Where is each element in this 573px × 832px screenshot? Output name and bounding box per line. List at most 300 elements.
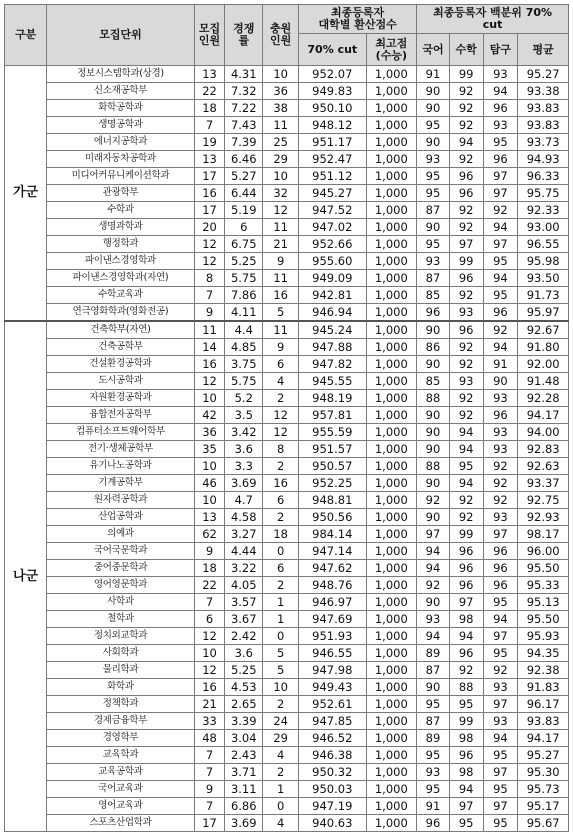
math-cell: 99 xyxy=(449,713,483,730)
competition-cell: 3.04 xyxy=(225,730,263,747)
korean-cell: 93 xyxy=(417,253,450,270)
department-cell: 화학공학과 xyxy=(47,100,195,117)
math-cell: 96 xyxy=(449,560,483,577)
math-cell: 92 xyxy=(449,83,483,100)
quota-cell: 10 xyxy=(194,458,225,475)
average-cell: 93.83 xyxy=(518,100,569,117)
table-body xyxy=(5,66,569,832)
math-cell: 96 xyxy=(449,185,483,202)
average-cell: 92.83 xyxy=(518,441,569,458)
department-cell: 철학과 xyxy=(47,611,195,628)
table-row xyxy=(5,390,569,407)
inquiry-cell: 94 xyxy=(483,219,518,236)
average-cell: 96.17 xyxy=(518,696,569,713)
max-score-cell: 1,000 xyxy=(366,679,417,696)
table-row xyxy=(5,662,569,679)
table-row xyxy=(5,407,569,424)
inquiry-cell: 97 xyxy=(483,764,518,781)
max-score-cell: 1,000 xyxy=(366,458,417,475)
table-row xyxy=(5,475,569,492)
department-cell: 에너지공학과 xyxy=(47,134,195,151)
department-cell: 사회학과 xyxy=(47,645,195,662)
inquiry-cell: 92 xyxy=(483,321,518,339)
department-cell: 사학과 xyxy=(47,594,195,611)
additional-cell: 36 xyxy=(263,83,299,100)
department-cell: 생명과학과 xyxy=(47,219,195,236)
korean-cell: 90 xyxy=(417,424,450,441)
math-cell: 92 xyxy=(449,407,483,424)
korean-cell: 87 xyxy=(417,662,450,679)
inquiry-cell: 94 xyxy=(483,611,518,628)
cut70-cell: 948.76 xyxy=(299,577,366,594)
cut70-cell: 951.17 xyxy=(299,134,366,151)
admission-results-document xyxy=(4,4,569,832)
korean-cell: 87 xyxy=(417,713,450,730)
header-percentile: 최종등록자 백분위 70% cut xyxy=(417,5,569,34)
department-cell: 신소재공학부 xyxy=(47,83,195,100)
table-row xyxy=(5,441,569,458)
korean-cell: 87 xyxy=(417,270,450,287)
max-score-cell: 1,000 xyxy=(366,441,417,458)
cut70-cell: 984.14 xyxy=(299,526,366,543)
average-cell: 93.83 xyxy=(518,117,569,134)
competition-cell: 3.75 xyxy=(225,356,263,373)
quota-cell: 12 xyxy=(194,236,225,253)
average-cell: 92.38 xyxy=(518,662,569,679)
korean-cell: 90 xyxy=(417,219,450,236)
math-cell: 98 xyxy=(449,764,483,781)
korean-cell: 93 xyxy=(417,611,450,628)
inquiry-cell: 97 xyxy=(483,168,518,185)
table-row xyxy=(5,253,569,270)
inquiry-cell: 95 xyxy=(483,781,518,798)
competition-cell: 3.11 xyxy=(225,781,263,798)
max-score-cell: 1,000 xyxy=(366,645,417,662)
max-score-cell: 1,000 xyxy=(366,321,417,339)
table-row xyxy=(5,560,569,577)
additional-cell: 11 xyxy=(263,219,299,236)
cut70-cell: 948.81 xyxy=(299,492,366,509)
max-score-cell: 1,000 xyxy=(366,594,417,611)
competition-cell: 5.25 xyxy=(225,662,263,679)
max-score-cell: 1,000 xyxy=(366,202,417,219)
quota-cell: 42 xyxy=(194,407,225,424)
inquiry-cell: 93 xyxy=(483,66,518,83)
competition-cell: 4.58 xyxy=(225,509,263,526)
quota-cell: 33 xyxy=(194,713,225,730)
competition-cell: 5.25 xyxy=(225,253,263,270)
quota-cell: 10 xyxy=(194,645,225,662)
additional-cell: 10 xyxy=(263,66,299,83)
table-row xyxy=(5,509,569,526)
header-cut70: 70% cut xyxy=(299,34,366,66)
average-cell: 93.50 xyxy=(518,270,569,287)
competition-cell: 7.86 xyxy=(225,287,263,304)
cut70-cell: 946.52 xyxy=(299,730,366,747)
max-score-cell: 1,000 xyxy=(366,730,417,747)
cut70-cell: 942.81 xyxy=(299,287,366,304)
max-score-cell: 1,000 xyxy=(366,577,417,594)
inquiry-cell: 97 xyxy=(483,798,518,815)
department-cell: 물리학과 xyxy=(47,662,195,679)
competition-cell: 3.71 xyxy=(225,764,263,781)
additional-cell: 21 xyxy=(263,236,299,253)
math-cell: 99 xyxy=(449,66,483,83)
math-cell: 96 xyxy=(449,747,483,764)
korean-cell: 94 xyxy=(417,543,450,560)
cut70-cell: 950.32 xyxy=(299,764,366,781)
competition-cell: 2.65 xyxy=(225,696,263,713)
competition-cell: 3.39 xyxy=(225,713,263,730)
average-cell: 92.63 xyxy=(518,458,569,475)
korean-cell: 96 xyxy=(417,815,450,832)
table-row xyxy=(5,100,569,117)
department-cell: 자원환경공학과 xyxy=(47,390,195,407)
department-cell: 수학교육과 xyxy=(47,287,195,304)
department-cell: 화학과 xyxy=(47,679,195,696)
cut70-cell: 949.09 xyxy=(299,270,366,287)
quota-cell: 7 xyxy=(194,287,225,304)
department-cell: 국어교육과 xyxy=(47,781,195,798)
average-cell: 95.30 xyxy=(518,764,569,781)
quota-cell: 16 xyxy=(194,185,225,202)
korean-cell: 91 xyxy=(417,66,450,83)
average-cell: 95.75 xyxy=(518,185,569,202)
max-score-cell: 1,000 xyxy=(366,407,417,424)
cut70-cell: 947.02 xyxy=(299,219,366,236)
cut70-cell: 947.14 xyxy=(299,543,366,560)
inquiry-cell: 91 xyxy=(483,356,518,373)
math-cell: 92 xyxy=(449,390,483,407)
korean-cell: 97 xyxy=(417,526,450,543)
korean-cell: 90 xyxy=(417,509,450,526)
department-cell: 영어교육과 xyxy=(47,798,195,815)
competition-cell: 6.75 xyxy=(225,236,263,253)
competition-cell: 4.7 xyxy=(225,492,263,509)
inquiry-cell: 95 xyxy=(483,747,518,764)
math-cell: 93 xyxy=(449,373,483,390)
department-cell: 행정학과 xyxy=(47,236,195,253)
header-row-1 xyxy=(5,5,569,34)
math-cell: 92 xyxy=(449,509,483,526)
korean-cell: 87 xyxy=(417,202,450,219)
math-cell: 95 xyxy=(449,815,483,832)
table-row xyxy=(5,628,569,645)
cut70-cell: 957.81 xyxy=(299,407,366,424)
additional-cell: 16 xyxy=(263,287,299,304)
math-cell: 98 xyxy=(449,611,483,628)
department-cell: 영어영문학과 xyxy=(47,577,195,594)
math-cell: 92 xyxy=(449,202,483,219)
average-cell: 96.55 xyxy=(518,236,569,253)
math-cell: 94 xyxy=(449,475,483,492)
max-score-cell: 1,000 xyxy=(366,560,417,577)
cut70-cell: 946.97 xyxy=(299,594,366,611)
max-score-cell: 1,000 xyxy=(366,117,417,134)
quota-cell: 16 xyxy=(194,356,225,373)
average-cell: 93.73 xyxy=(518,134,569,151)
department-cell: 스포츠산업학과 xyxy=(47,815,195,832)
additional-cell: 38 xyxy=(263,100,299,117)
cut70-cell: 940.63 xyxy=(299,815,366,832)
table-row xyxy=(5,526,569,543)
additional-cell: 11 xyxy=(263,270,299,287)
competition-cell: 3.69 xyxy=(225,815,263,832)
math-cell: 92 xyxy=(449,662,483,679)
header-inquiry: 탐구 xyxy=(483,34,518,66)
competition-cell: 3.6 xyxy=(225,645,263,662)
cut70-cell: 952.66 xyxy=(299,236,366,253)
header-department: 모집단위 xyxy=(47,5,195,66)
cut70-cell: 946.38 xyxy=(299,747,366,764)
average-cell: 95.50 xyxy=(518,560,569,577)
korean-cell: 86 xyxy=(417,339,450,356)
cut70-cell: 946.94 xyxy=(299,304,366,322)
additional-cell: 1 xyxy=(263,594,299,611)
max-score-cell: 1,000 xyxy=(366,475,417,492)
korean-cell: 90 xyxy=(417,100,450,117)
average-cell: 95.73 xyxy=(518,781,569,798)
average-cell: 95.93 xyxy=(518,628,569,645)
inquiry-cell: 97 xyxy=(483,696,518,713)
competition-cell: 2.42 xyxy=(225,628,263,645)
competition-cell: 3.69 xyxy=(225,475,263,492)
additional-cell: 8 xyxy=(263,441,299,458)
header-additional: 충원 인원 xyxy=(263,5,299,66)
inquiry-cell: 93 xyxy=(483,509,518,526)
cut70-cell: 951.93 xyxy=(299,628,366,645)
table-row xyxy=(5,134,569,151)
math-cell: 96 xyxy=(449,168,483,185)
inquiry-cell: 97 xyxy=(483,526,518,543)
average-cell: 94.00 xyxy=(518,424,569,441)
math-cell: 92 xyxy=(449,219,483,236)
inquiry-cell: 93 xyxy=(483,713,518,730)
quota-cell: 36 xyxy=(194,424,225,441)
competition-cell: 3.42 xyxy=(225,424,263,441)
competition-cell: 5.75 xyxy=(225,270,263,287)
korean-cell: 89 xyxy=(417,730,450,747)
table-row xyxy=(5,730,569,747)
quota-cell: 18 xyxy=(194,560,225,577)
table-row xyxy=(5,339,569,356)
quota-cell: 12 xyxy=(194,373,225,390)
table-row xyxy=(5,492,569,509)
average-cell: 95.33 xyxy=(518,577,569,594)
korean-cell: 93 xyxy=(417,764,450,781)
table-row xyxy=(5,543,569,560)
inquiry-cell: 95 xyxy=(483,645,518,662)
quota-cell: 48 xyxy=(194,730,225,747)
average-cell: 93.00 xyxy=(518,219,569,236)
quota-cell: 21 xyxy=(194,696,225,713)
math-cell: 96 xyxy=(449,577,483,594)
korean-cell: 95 xyxy=(417,168,450,185)
inquiry-cell: 92 xyxy=(483,662,518,679)
header-quota: 모집 인원 xyxy=(194,5,225,66)
max-score-cell: 1,000 xyxy=(366,373,417,390)
additional-cell: 29 xyxy=(263,151,299,168)
competition-cell: 5.75 xyxy=(225,373,263,390)
korean-cell: 95 xyxy=(417,747,450,764)
table-row xyxy=(5,696,569,713)
quota-cell: 7 xyxy=(194,747,225,764)
cut70-cell: 947.62 xyxy=(299,560,366,577)
math-cell: 92 xyxy=(449,356,483,373)
average-cell: 93.38 xyxy=(518,83,569,100)
header-group: 구분 xyxy=(5,5,47,66)
math-cell: 96 xyxy=(449,645,483,662)
department-cell: 정보시스템학과(상경) xyxy=(47,66,195,83)
department-cell: 정치외교학과 xyxy=(47,628,195,645)
table-row xyxy=(5,815,569,832)
additional-cell: 12 xyxy=(263,424,299,441)
cut70-cell: 952.47 xyxy=(299,151,366,168)
additional-cell: 2 xyxy=(263,509,299,526)
competition-cell: 3.3 xyxy=(225,458,263,475)
inquiry-cell: 96 xyxy=(483,304,518,322)
department-cell: 교육공학과 xyxy=(47,764,195,781)
max-score-cell: 1,000 xyxy=(366,304,417,322)
max-score-cell: 1,000 xyxy=(366,713,417,730)
group-label: 가군 xyxy=(5,66,47,322)
department-cell: 건축공학부 xyxy=(47,339,195,356)
korean-cell: 91 xyxy=(417,798,450,815)
cut70-cell: 950.03 xyxy=(299,781,366,798)
average-cell: 95.27 xyxy=(518,66,569,83)
korean-cell: 90 xyxy=(417,441,450,458)
average-cell: 91.48 xyxy=(518,373,569,390)
table-row xyxy=(5,373,569,390)
max-score-cell: 1,000 xyxy=(366,509,417,526)
inquiry-cell: 92 xyxy=(483,202,518,219)
quota-cell: 9 xyxy=(194,304,225,322)
average-cell: 96.00 xyxy=(518,543,569,560)
competition-cell: 4.05 xyxy=(225,577,263,594)
korean-cell: 92 xyxy=(417,492,450,509)
additional-cell: 2 xyxy=(263,764,299,781)
department-cell: 파이낸스경영학과(자연) xyxy=(47,270,195,287)
korean-cell: 96 xyxy=(417,304,450,322)
quota-cell: 20 xyxy=(194,219,225,236)
competition-cell: 4.53 xyxy=(225,679,263,696)
cut70-cell: 949.83 xyxy=(299,83,366,100)
department-cell: 컴퓨터소프트웨어학부 xyxy=(47,424,195,441)
cut70-cell: 948.12 xyxy=(299,117,366,134)
math-cell: 92 xyxy=(449,151,483,168)
table-row xyxy=(5,202,569,219)
inquiry-cell: 92 xyxy=(483,458,518,475)
cut70-cell: 947.85 xyxy=(299,713,366,730)
additional-cell: 2 xyxy=(263,390,299,407)
average-cell: 95.67 xyxy=(518,815,569,832)
korean-cell: 90 xyxy=(417,134,450,151)
table-row xyxy=(5,747,569,764)
table-row xyxy=(5,356,569,373)
group-label: 나군 xyxy=(5,321,47,832)
table-row xyxy=(5,304,569,322)
table-row xyxy=(5,270,569,287)
cut70-cell: 947.82 xyxy=(299,356,366,373)
inquiry-cell: 95 xyxy=(483,287,518,304)
department-cell: 국어국문학과 xyxy=(47,543,195,560)
average-cell: 93.37 xyxy=(518,475,569,492)
table-row xyxy=(5,645,569,662)
table-row xyxy=(5,185,569,202)
table-row xyxy=(5,424,569,441)
table-row xyxy=(5,117,569,134)
korean-cell: 88 xyxy=(417,458,450,475)
additional-cell: 4 xyxy=(263,373,299,390)
quota-cell: 19 xyxy=(194,134,225,151)
department-cell: 경제금융학부 xyxy=(47,713,195,730)
department-cell: 미디어커뮤니케이션학과 xyxy=(47,168,195,185)
competition-cell: 3.27 xyxy=(225,526,263,543)
korean-cell: 90 xyxy=(417,475,450,492)
inquiry-cell: 93 xyxy=(483,679,518,696)
additional-cell: 29 xyxy=(263,730,299,747)
average-cell: 92.33 xyxy=(518,202,569,219)
average-cell: 95.13 xyxy=(518,594,569,611)
max-score-cell: 1,000 xyxy=(366,390,417,407)
quota-cell: 9 xyxy=(194,543,225,560)
quota-cell: 7 xyxy=(194,798,225,815)
cut70-cell: 945.27 xyxy=(299,185,366,202)
quota-cell: 18 xyxy=(194,100,225,117)
additional-cell: 2 xyxy=(263,696,299,713)
additional-cell: 9 xyxy=(263,253,299,270)
max-score-cell: 1,000 xyxy=(366,696,417,713)
cut70-cell: 951.57 xyxy=(299,441,366,458)
competition-cell: 3.22 xyxy=(225,560,263,577)
additional-cell: 2 xyxy=(263,458,299,475)
average-cell: 92.28 xyxy=(518,390,569,407)
quota-cell: 7 xyxy=(194,117,225,134)
max-score-cell: 1,000 xyxy=(366,543,417,560)
korean-cell: 90 xyxy=(417,407,450,424)
math-cell: 93 xyxy=(449,304,483,322)
quota-cell: 9 xyxy=(194,781,225,798)
quota-cell: 16 xyxy=(194,679,225,696)
competition-cell: 5.27 xyxy=(225,168,263,185)
math-cell: 96 xyxy=(449,321,483,339)
table-row xyxy=(5,611,569,628)
department-cell: 유기나노공학과 xyxy=(47,458,195,475)
quota-cell: 8 xyxy=(194,270,225,287)
quota-cell: 13 xyxy=(194,151,225,168)
competition-cell: 2.43 xyxy=(225,747,263,764)
max-score-cell: 1,000 xyxy=(366,424,417,441)
math-cell: 92 xyxy=(449,492,483,509)
math-cell: 97 xyxy=(449,594,483,611)
max-score-cell: 1,000 xyxy=(366,134,417,151)
korean-cell: 95 xyxy=(417,117,450,134)
quota-cell: 17 xyxy=(194,815,225,832)
competition-cell: 4.31 xyxy=(225,66,263,83)
admission-results-table xyxy=(4,4,569,832)
table-row xyxy=(5,798,569,815)
inquiry-cell: 92 xyxy=(483,475,518,492)
inquiry-cell: 94 xyxy=(483,270,518,287)
max-score-cell: 1,000 xyxy=(366,611,417,628)
math-cell: 92 xyxy=(449,339,483,356)
quota-cell: 7 xyxy=(194,594,225,611)
average-cell: 94.17 xyxy=(518,407,569,424)
inquiry-cell: 96 xyxy=(483,407,518,424)
header-converted-score: 최종등록자 대학별 환산점수 xyxy=(299,5,417,34)
cut70-cell: 952.61 xyxy=(299,696,366,713)
table-row xyxy=(5,321,569,339)
